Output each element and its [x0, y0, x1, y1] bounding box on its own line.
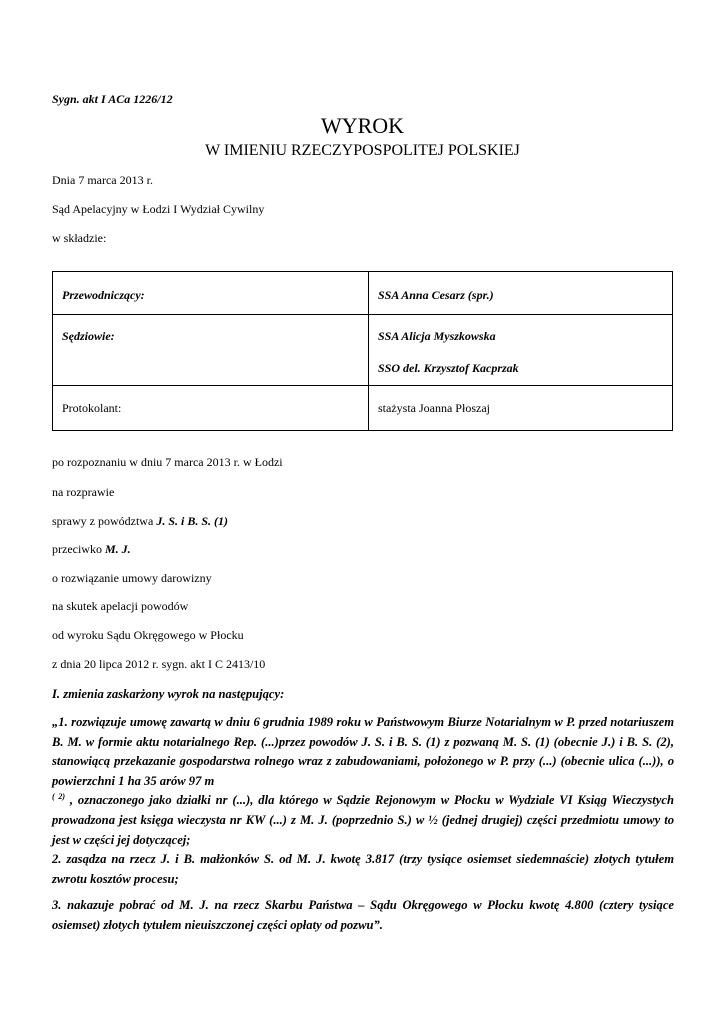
case-prefix: sprawy z powództwa — [52, 514, 157, 528]
document-title: WYROK — [320, 113, 405, 138]
chair-value: SSA Anna Cesarz (spr.) — [378, 288, 494, 302]
case-line — [52, 514, 228, 529]
judges-label: Sędziowie: — [62, 329, 115, 343]
judge-1: SSA Alicja Myszkowska — [378, 329, 496, 343]
case-signature: Sygn. akt I ACa 1226/12 — [52, 92, 173, 106]
clerk-label: Protokolant: — [62, 401, 122, 415]
clerk-label-cell — [53, 386, 369, 431]
chair-value-cell — [369, 272, 673, 315]
chair-label: Przewodniczący: — [62, 288, 145, 302]
judges-label-cell — [53, 315, 369, 386]
judgment-of-line: od wyroku Sądu Okręgowego w Płocku — [52, 628, 244, 642]
table-row — [53, 315, 673, 386]
ruling-item-2: 2. zasądza na rzecz J. i B. małżonków S. od M. J. kwotę 3.817 (trzy tysiące osiemset siedemnaście) złotych tytułem zwrotu kosztów procesu; — [52, 852, 674, 886]
subject-line: o rozwiązanie umowy darowizny — [52, 571, 212, 585]
ruling-item-1 — [52, 713, 674, 850]
hearing-line: na rozprawie — [52, 485, 115, 499]
judge-2: SSO del. Krzysztof Kacprzak — [378, 361, 519, 375]
table-row — [53, 386, 673, 431]
court-panel-table — [52, 271, 673, 431]
clerk-value: stażysta Joanna Płoszaj — [378, 401, 490, 415]
ruling-item-3: 3. nakazuje pobrać od M. J. na rzecz Skarbu Państwa – Sądu Okręgowego w Płocku kwotę 4.800 (cztery tysiące osiemset) złotych tytułem nieuiszczonej części opłaty od pozwu”. — [52, 898, 674, 932]
table-row — [53, 272, 673, 315]
against-line — [52, 542, 131, 557]
ruling-point-1: I. zmienia zaskarżony wyrok na następujący: — [52, 687, 285, 701]
document-subtitle: W IMIENIU RZECZYPOSPOLITEJ POLSKIEJ — [205, 142, 520, 159]
court-name: Sąd Apelacyjny w Łodzi I Wydział Cywilny — [52, 202, 265, 216]
ruling-item-1-text: „1. rozwiązuje umowę zawartą w dniu 6 grudnia 1989 roku w Państwowym Biurze Notarialnym w P. przed notariuszem B. M. w formie aktu notarialnego Rep. (...)przez powodów J. S. i B. S. (1) z pozwaną M. S. (1) (obecnie J.) i B. S. (2), stanowiącą przekazanie gospodarstwa rolnego wraz z zabudowaniami, położonego w P. przy (...) (obecnie ulica (...)), o powierzchni 1 ha 35 arów 97 m — [52, 715, 674, 788]
composition-label: w składzie: — [52, 231, 107, 245]
clerk-value-cell — [369, 386, 673, 431]
judgment-date-line: z dnia 20 lipca 2012 r. sygn. akt I C 2413/10 — [52, 657, 266, 671]
chair-label-cell — [53, 272, 369, 315]
judges-value-cell — [369, 315, 673, 386]
defendant: M. J. — [104, 542, 131, 556]
judgment-date: Dnia 7 marca 2013 r. — [52, 173, 153, 187]
against-prefix: przeciwko — [52, 542, 105, 556]
plaintiffs: J. S. i B. S. (1) — [156, 514, 228, 528]
considered-line: po rozpoznaniu w dniu 7 marca 2013 r. w Łodzi — [52, 455, 283, 469]
appeal-line: na skutek apelacji powodów — [52, 599, 189, 613]
ruling-item-1-text-cont: , oznaczonego jako działki nr (...), dla którego w Sądzie Rejonowym w Płocku w Wydziale VI Ksiąg Wieczystych prowadzona jest księga wieczysta nr KW (...) z M. J. (poprzednio S.) w ½ (jednej drugiej) części przedmiotu umowy to jest w części jej dotyczącej; — [52, 793, 674, 847]
ruling-item-1-superscript: ( 2) — [52, 792, 66, 802]
